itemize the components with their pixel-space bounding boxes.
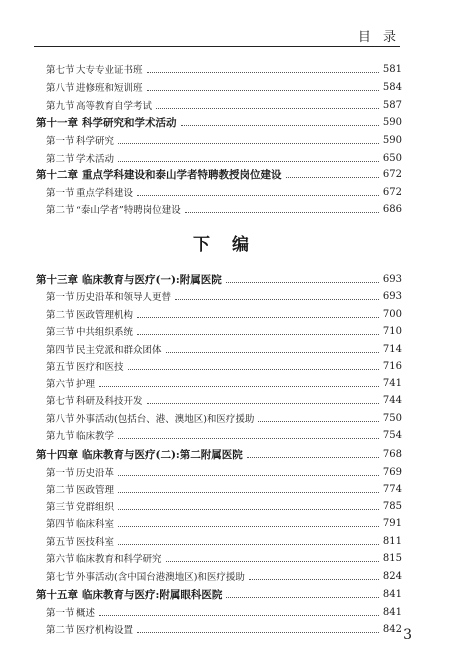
- toc-section-row: [36, 183, 402, 201]
- toc-entry-label: 第二节: [46, 485, 75, 496]
- toc-entry-title: 科学研究: [76, 136, 115, 147]
- dot-leader: [118, 142, 379, 144]
- toc-entry-title: 大专专业证书班: [76, 65, 143, 76]
- toc-entry-page: 744: [382, 394, 402, 406]
- toc-entry-page: 581: [382, 63, 402, 75]
- dot-leader: [286, 176, 379, 178]
- dot-leader: [118, 543, 379, 545]
- toc-entry-title: 高等教育自学考试: [76, 101, 153, 112]
- toc-section-row: [36, 391, 402, 409]
- toc-section-row: [36, 60, 402, 78]
- toc-entry-title: 护理: [76, 379, 96, 390]
- toc-entry-label: 第二节: [46, 625, 75, 636]
- toc-entry-label: 第三节: [46, 327, 75, 338]
- toc-entry-title: 临床教育与医疗(二):第二附属医院: [82, 448, 243, 461]
- toc-entry-label: 第八节: [46, 83, 75, 94]
- toc-entry-page: 672: [382, 186, 402, 198]
- toc-entry-title: 历史沿革和领导人更替: [76, 292, 172, 303]
- toc-entry-label: 第七节: [46, 572, 75, 583]
- toc-entry-label: 第八节: [46, 414, 75, 425]
- toc-section-row: [36, 131, 402, 149]
- dot-leader: [147, 402, 379, 404]
- toc-entry-label: 第十二章: [36, 168, 78, 181]
- page-number: 3: [403, 627, 412, 643]
- toc-entry-page: 590: [382, 134, 402, 146]
- toc-chapter-row: [36, 585, 402, 603]
- toc-entry-title: “泰山学者”特聘岗位建设: [76, 205, 181, 216]
- toc-section-row: [36, 567, 402, 585]
- dot-leader: [175, 298, 379, 300]
- toc-entry-title: 临床科室: [76, 519, 115, 530]
- dot-leader: [128, 368, 379, 370]
- toc-section-row: [36, 603, 402, 621]
- dot-leader: [249, 578, 379, 580]
- toc-section-row: [36, 549, 402, 567]
- toc-entry-title: 医政管理: [76, 485, 115, 496]
- toc-entry-page: 774: [382, 483, 402, 495]
- toc-entry-page: 650: [382, 152, 402, 164]
- dot-leader: [118, 491, 379, 493]
- dot-leader: [185, 211, 379, 213]
- toc-chapter-row: [36, 270, 402, 288]
- toc-entry-page: 693: [382, 273, 402, 285]
- toc-section-row: [36, 374, 402, 392]
- dot-leader: [147, 89, 379, 91]
- toc-entry-label: 第九节: [46, 101, 75, 112]
- dot-leader: [156, 107, 379, 109]
- toc-section-row: [36, 322, 402, 340]
- toc-section-row: [36, 532, 402, 550]
- toc-entry-label: 第五节: [46, 537, 75, 548]
- toc-entry-label: 第五节: [46, 362, 75, 373]
- toc-section-row: [36, 287, 402, 305]
- toc-entry-label: 第七节: [46, 396, 75, 407]
- toc-entry-page: 791: [382, 517, 402, 529]
- toc-entry-page: 842: [382, 623, 402, 635]
- toc-entry-title: 学术活动: [76, 154, 115, 165]
- dot-leader: [99, 385, 379, 387]
- toc-entry-label: 第二节: [46, 154, 75, 165]
- dot-leader: [137, 333, 379, 335]
- dot-leader: [247, 456, 379, 458]
- toc-entry-title: 医疗和医技: [76, 362, 124, 373]
- toc-section-row: [36, 426, 402, 444]
- toc-section-row: [36, 620, 402, 638]
- toc-entry-label: 第十一章: [36, 116, 78, 129]
- toc-chapter-row: [36, 445, 402, 463]
- toc-entry-label: 第二节: [46, 205, 75, 216]
- toc-entry-label: 第一节: [46, 468, 75, 479]
- toc-entry-page: 768: [382, 448, 402, 460]
- toc-entry-title: 科学研究和学术活动: [82, 116, 177, 129]
- toc-entry-title: 临床教育与医疗(一):附属医院: [82, 273, 222, 286]
- toc-entry-title: 概述: [76, 608, 96, 619]
- toc-entry-page: 741: [382, 377, 402, 389]
- toc-entry-label: 第十五章: [36, 588, 78, 601]
- dot-leader: [226, 596, 379, 598]
- dot-leader: [137, 194, 379, 196]
- dot-leader: [118, 437, 379, 439]
- dot-leader: [147, 71, 379, 73]
- toc-entry-title: 中共组织系统: [76, 327, 134, 338]
- toc-entry-label: 第二节: [46, 310, 75, 321]
- toc-entry-label: 第四节: [46, 519, 75, 530]
- dot-leader: [258, 420, 378, 422]
- toc-entry-label: 第十四章: [36, 448, 78, 461]
- toc-entry-label: 第六节: [46, 379, 75, 390]
- toc-entry-title: 医疗机构设置: [76, 625, 134, 636]
- toc-section-row: [36, 497, 402, 515]
- dot-leader: [226, 281, 379, 283]
- dot-leader: [137, 316, 379, 318]
- toc-entry-label: 第七节: [46, 65, 75, 76]
- toc-entry-page: 716: [382, 360, 402, 372]
- toc-section-row: [36, 409, 402, 427]
- toc-entry-page: 841: [382, 588, 402, 600]
- header-title: 目 录: [357, 30, 400, 45]
- toc-section-row: [36, 514, 402, 532]
- toc-entry-page: 754: [382, 429, 402, 441]
- toc-entry-page: 700: [382, 308, 402, 320]
- toc-entry-title: 医技科室: [76, 537, 115, 548]
- toc-entry-label: 第九节: [46, 431, 75, 442]
- toc-entry-title: 重点学科建设和泰山学者特聘教授岗位建设: [82, 168, 282, 181]
- toc-entry-page: 815: [382, 552, 402, 564]
- dot-leader: [118, 474, 379, 476]
- toc-chapter-row: [36, 113, 402, 131]
- dot-leader: [166, 351, 379, 353]
- toc-entry-page: 584: [382, 81, 402, 93]
- dot-leader: [99, 614, 379, 616]
- toc-entry-title: 重点学科建设: [76, 188, 134, 199]
- toc-entry-page: 587: [382, 99, 402, 111]
- toc-entry-page: 769: [382, 466, 402, 478]
- toc-entry-title: 历史沿革: [76, 468, 115, 479]
- dot-leader: [118, 508, 379, 510]
- dot-leader: [118, 525, 379, 527]
- toc-entry-label: 第一节: [46, 188, 75, 199]
- toc-entry-page: 841: [382, 606, 402, 618]
- toc-section-row: [36, 357, 402, 375]
- toc-entry-page: 686: [382, 203, 402, 215]
- toc-entry-title: 外事活动(含中国台港澳地区)和医疗援助: [76, 572, 245, 583]
- toc-entry-page: 750: [382, 412, 402, 424]
- toc-entry-label: 第六节: [46, 554, 75, 565]
- toc-entry-page: 590: [382, 116, 402, 128]
- toc-entry-page: 710: [382, 325, 402, 337]
- toc-entry-label: 第一节: [46, 136, 75, 147]
- toc-section-row: [36, 480, 402, 498]
- toc-entry-title: 党群组织: [76, 502, 115, 513]
- dot-leader: [181, 124, 379, 126]
- toc-entry-label: 第一节: [46, 292, 75, 303]
- toc-entry-page: 693: [382, 290, 402, 302]
- toc-entry-page: 672: [382, 168, 402, 180]
- toc-entry-title: 医政管理机构: [76, 310, 134, 321]
- toc-entry-page: 714: [382, 343, 402, 355]
- toc-entry-page: 785: [382, 500, 402, 512]
- toc-entry-label: 第一节: [46, 608, 75, 619]
- dot-leader: [137, 631, 379, 633]
- toc-entry-page: 811: [382, 535, 402, 547]
- toc-section-row: [36, 96, 402, 114]
- toc-entry-title: 临床教学: [76, 431, 115, 442]
- toc-entry-label: 第十三章: [36, 273, 78, 286]
- running-header: [34, 26, 400, 47]
- toc-entry-page: 824: [382, 570, 402, 582]
- dot-leader: [166, 560, 379, 562]
- toc-entry-title: 科研及科技开发: [76, 396, 143, 407]
- toc-entry-label: 第三节: [46, 502, 75, 513]
- toc-entry-label: 第四节: [46, 345, 75, 356]
- toc-entry-title: 外事活动(包括台、港、澳地区)和医疗援助: [76, 414, 255, 425]
- toc-section-row: [36, 200, 402, 218]
- part-title: 下 编: [193, 235, 257, 255]
- toc-section-row: [36, 305, 402, 323]
- toc-entry-title: 民主党派和群众团体: [76, 345, 162, 356]
- toc-entry-title: 临床教育和科学研究: [76, 554, 162, 565]
- toc-section-row: [36, 78, 402, 96]
- toc-section-row: [36, 340, 402, 358]
- toc-chapter-row: [36, 165, 402, 183]
- toc-entry-title: 临床教育与医疗:附属眼科医院: [82, 588, 223, 601]
- toc-entry-title: 进修班和短训班: [76, 83, 143, 94]
- dot-leader: [118, 160, 379, 162]
- toc-section-row: [36, 463, 402, 481]
